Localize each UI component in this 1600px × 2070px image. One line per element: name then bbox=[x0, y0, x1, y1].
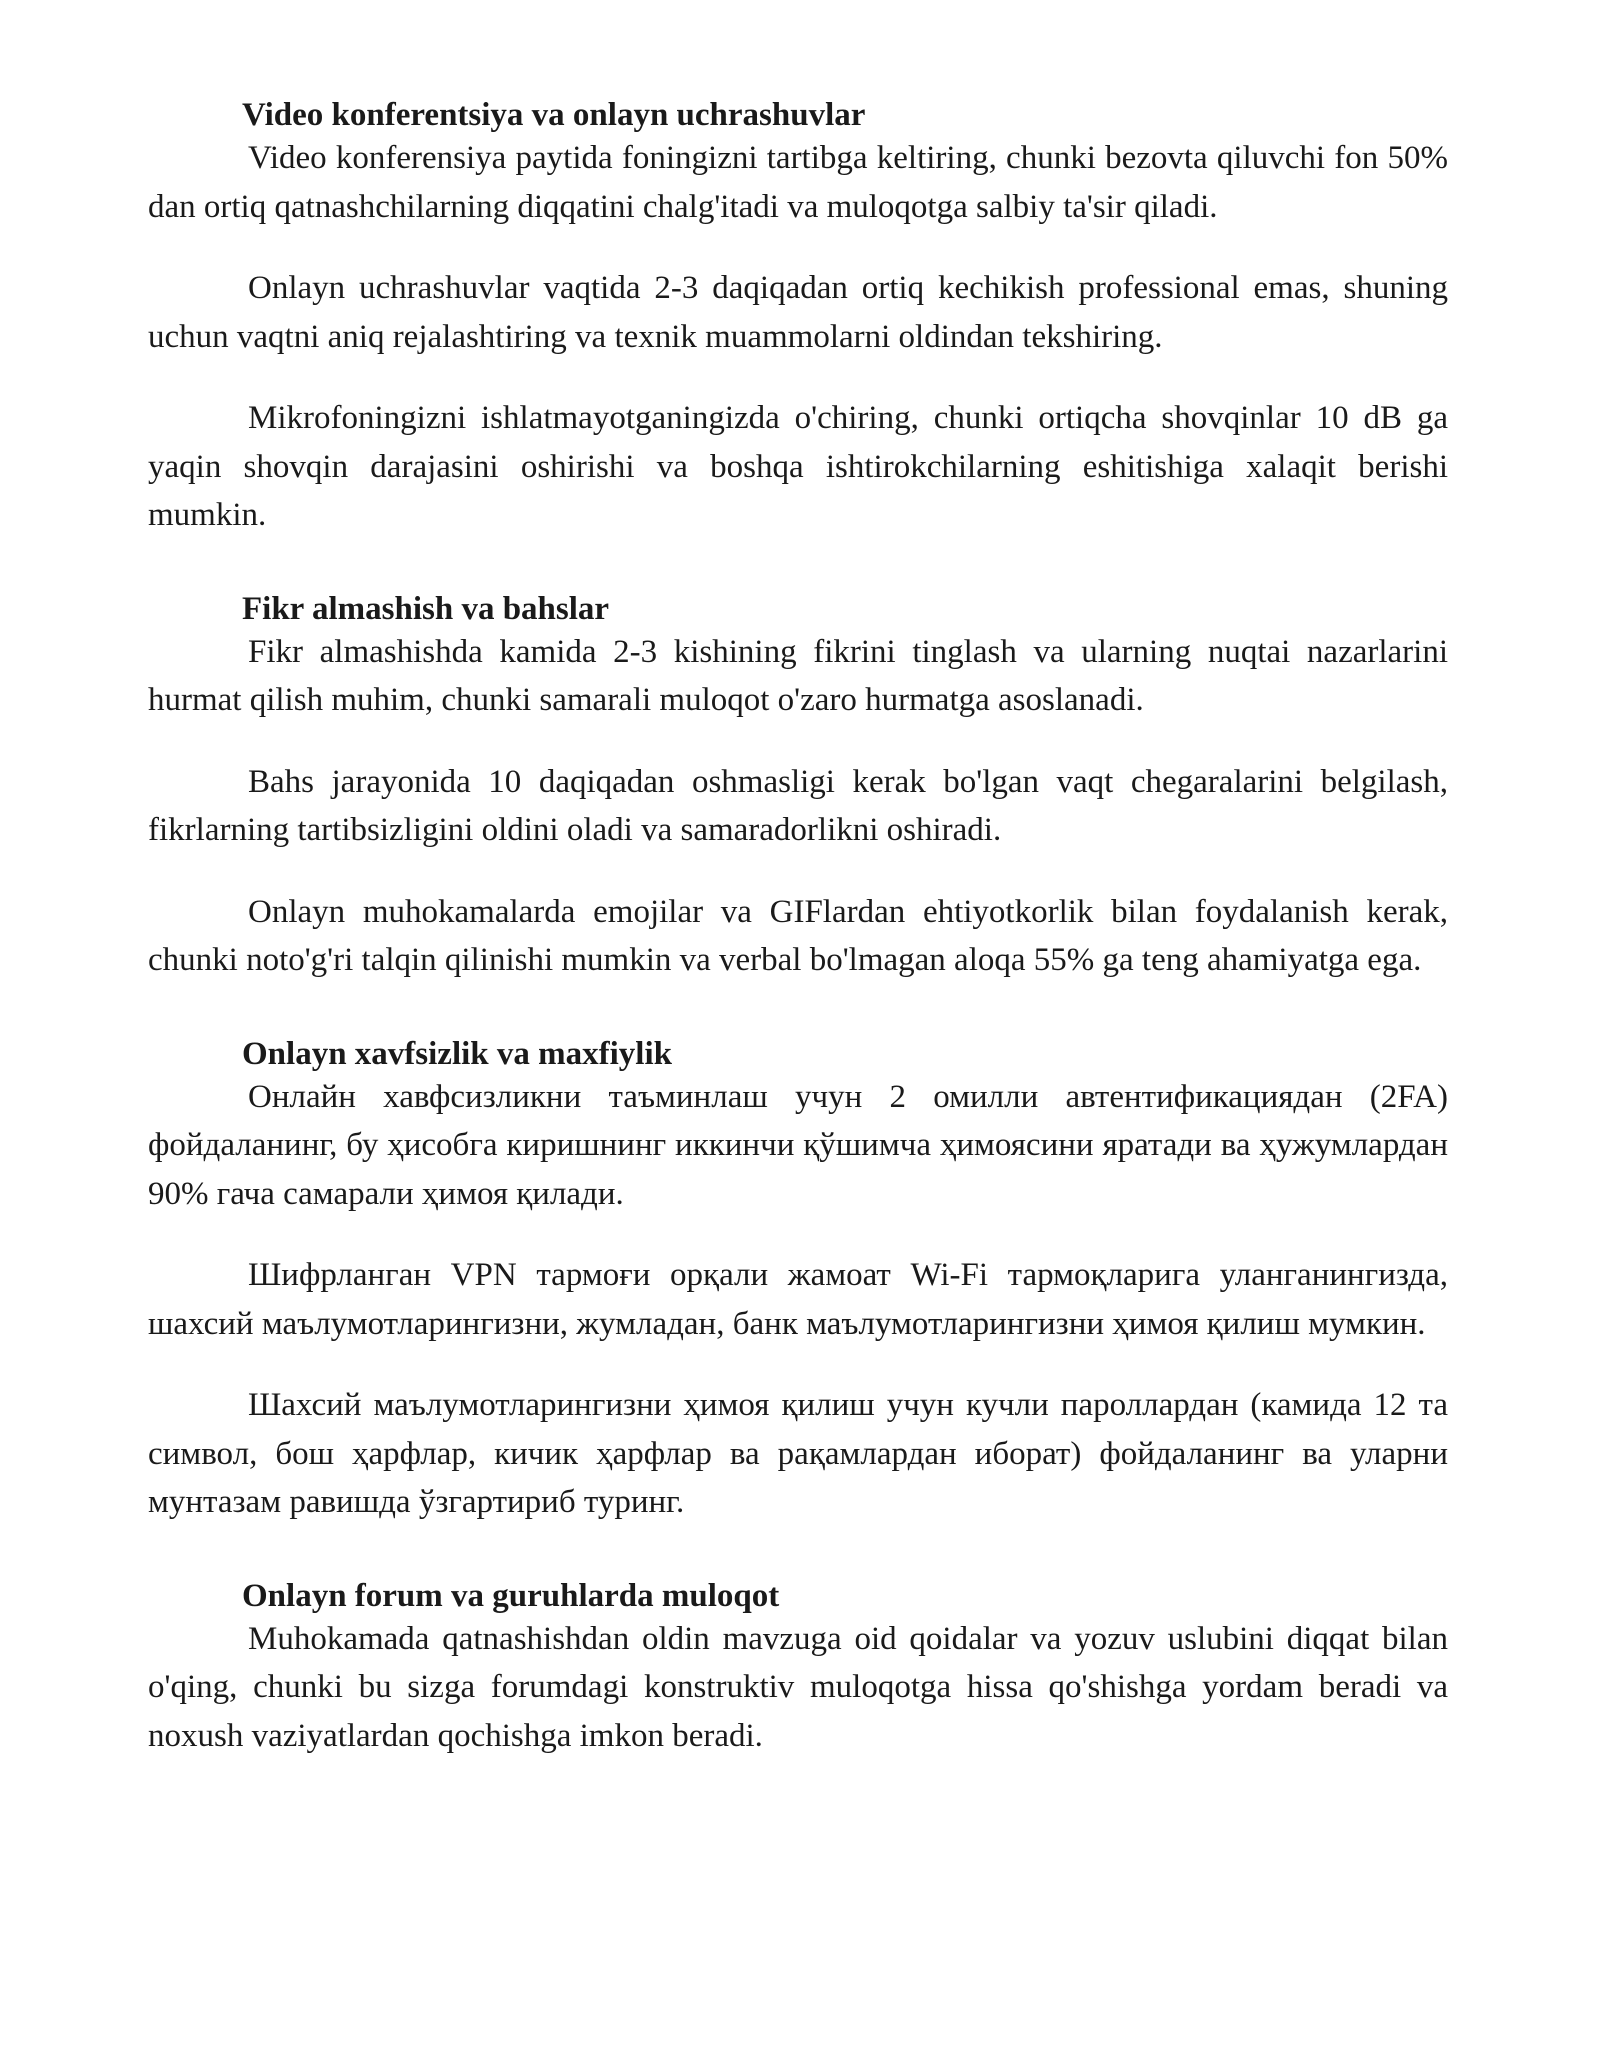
section-online-security bbox=[148, 1031, 1448, 1527]
section-forum-communication bbox=[148, 1573, 1448, 1761]
paragraph: Video konferensiya paytida foningizni tartibga keltiring, chunki bezovta qiluvchi fon 50% dan ortiq qatnashchilarning diqqatini chalg'itadi va muloqotga salbiy ta'sir qiladi. bbox=[148, 140, 1448, 225]
paragraph: Muhokamada qatnashishdan oldin mavzuga oid qoidalar va yozuv uslubini diqqat bilan o'qing, chunki bu sizga forumdagi konstruktiv muloqotga hissa qo'shishga yordam beradi va noxush vaziyatlardan qochishga imkon beradi. bbox=[148, 1620, 1448, 1754]
paragraph: Bahs jarayonida 10 daqiqadan oshmasligi kerak bo'lgan vaqt chegaralarini belgilash, fikrlarning tartibsizligini oldini oladi va samaradorlikni oshiradi. bbox=[148, 763, 1448, 848]
section-heading: Video konferentsiya va onlayn uchrashuvlar bbox=[242, 97, 866, 133]
section-video-conference bbox=[148, 92, 1448, 540]
section-heading: Onlayn forum va guruhlarda muloqot bbox=[242, 1577, 780, 1614]
section-heading: Fikr almashish va bahslar bbox=[242, 590, 610, 627]
paragraph: Шахсий маълумотларингизни ҳимоя қилиш учун кучли пароллардан (камида 12 та символ, бош ҳарфлар, кичик ҳарфлар ва рақамлардан иборат) фойдаланинг ва уларни мунтазам равишда ўзгартириб туринг. bbox=[148, 1387, 1448, 1520]
section-discussions bbox=[148, 586, 1448, 985]
paragraph: Fikr almashishda kamida 2-3 kishining fikrini tinglash va ularning nuqtai nazarlarini hurmat qilish muhim, chunki samarali muloqot o'zaro hurmatga asoslanadi. bbox=[148, 633, 1448, 718]
section-heading: Onlayn xavfsizlik va maxfiylik bbox=[242, 1035, 672, 1072]
paragraph: Onlayn uchrashuvlar vaqtida 2-3 daqiqadan ortiq kechikish professional emas, shuning uchun vaqtni aniq rejalashtiring va texnik muammolarni oldindan tekshiring. bbox=[148, 270, 1448, 355]
document-page bbox=[148, 92, 1448, 1806]
paragraph: Шифрланган VPN тармоғи орқали жамоат Wi-Fi тармоқларига уланганингизда, шахсий маълумотларингизни, жумладан, банк маълумотларингизни ҳимоя қилиш мумкин. bbox=[148, 1257, 1448, 1342]
paragraph: Onlayn muhokamalarda emojilar va GIFlardan ehtiyotkorlik bilan foydalanish kerak, chunki noto'g'ri talqin qilinishi mumkin va verbal bo'lmagan aloqa 55% ga teng ahamiyatga ega. bbox=[148, 893, 1448, 978]
paragraph: Онлайн хавфсизликни таъминлаш учун 2 омилли автентификациядан (2FA) фойдаланинг, бу ҳисобга киришнинг иккинчи қўшимча ҳимоясини яратади ва ҳужумлардан 90% гача самарали ҳимоя қилади. bbox=[148, 1078, 1448, 1212]
paragraph: Mikrofoningizni ishlatmayotganingizda o'chiring, chunki ortiqcha shovqinlar 10 dB ga yaqin shovqin darajasini oshirishi va boshqa ishtirokchilarning eshitishiga xalaqit berishi mumkin. bbox=[148, 400, 1448, 533]
